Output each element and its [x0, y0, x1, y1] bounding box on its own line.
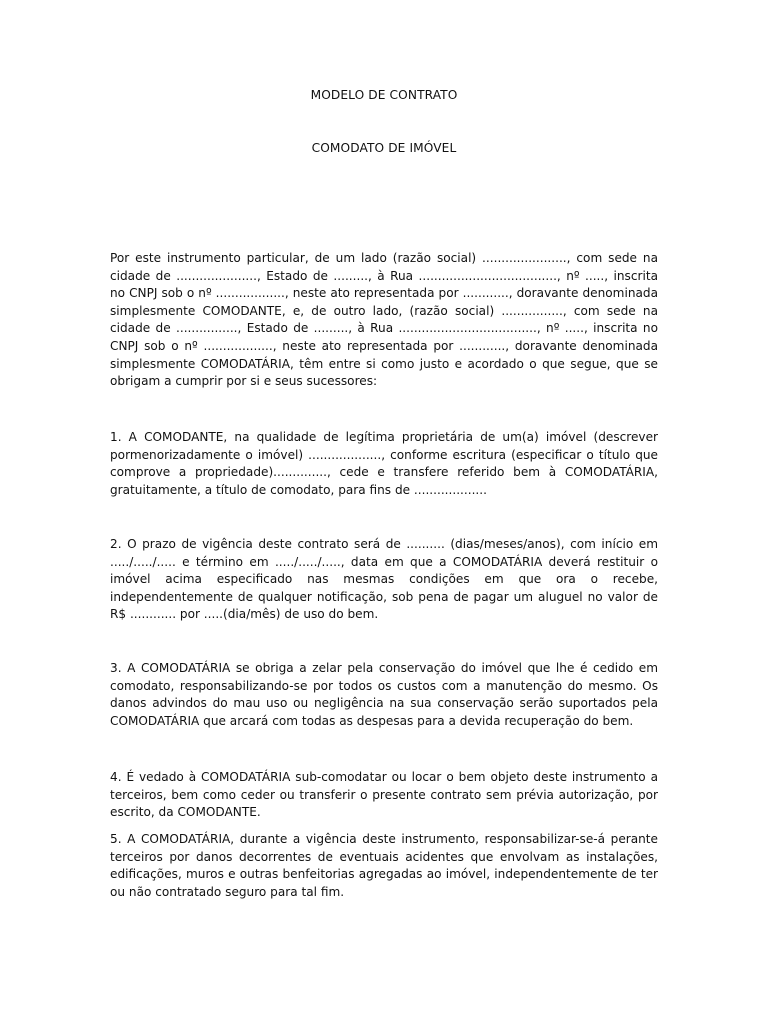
document-subtitle: COMODATO DE IMÓVEL [311, 141, 457, 155]
clause-4: 4. É vedado à COMODATÁRIA sub-comodatar ou locar o bem objeto deste instrumento a terceiros, bem como ceder ou transferir o presente contrato sem prévia autorização, por escrito, da COMODANTE. [110, 770, 658, 820]
clause-2: 2. O prazo de vigência deste contrato será de .......... (dias/meses/anos), com início em ...../...../..... e término em ...../...../....., data em que a COMODATÁRIA deverá restituir o imóvel acima especificado nas mesmas condições em que ora o recebe, independentemente de qualquer notificação, sob pena de pagar um aluguel no valor de R$ ............ por .....(dia/mês) de uso do bem. [110, 537, 658, 622]
document-title: MODELO DE CONTRATO [310, 88, 458, 102]
clause-5: 5. A COMODATÁRIA, durante a vigência deste instrumento, responsabilizar-se-á perante terceiros por danos decorrentes de eventuais acidentes que envolvam as instalações, edificações, muros e outras benfeitorias agregadas ao imóvel, independentemente de ter ou não contratado seguro para tal fim. [110, 832, 658, 899]
clause-3: 3. A COMODATÁRIA se obriga a zelar pela conservação do imóvel que lhe é cedido em comodato, responsabilizando-se por todos os custos com a manutenção do mesmo. Os danos advindos do mau uso ou negligência na sua conservação serão suportados pela COMODATÁRIA que arcará com todas as despesas para a devida recuperação do bem. [110, 661, 658, 728]
intro-paragraph: Por este instrumento particular, de um lado (razão social) ......................, com sede na cidade de ....................., Estado de ........., à Rua ...................................., nº ....., inscrita no CNPJ sob o nº .................., neste ato representada por ............, doravante denominada simplesmente COMODANTE, e, de outro lado, (razão social) ................, com sede na cidade de ................, Estado de ........., à Rua ...................................., nº ....., inscrita no CNPJ sob o nº .................., neste ato representada por ............, doravante denominada simplesmente COMODATÁRIA, têm entre si como justo e acordado o que segue, que se obrigam a cumprir por si e seus sucessores: [110, 251, 658, 389]
clause-1: 1. A COMODANTE, na qualidade de legítima proprietária de um(a) imóvel (descrever pormenorizadamente o imóvel) ..................., conforme escritura (especificar o título que comprove a propriedade).............., cede e transfere referido bem à COMODATÁRIA, gratuitamente, a título de comodato, para fins de ................... [110, 430, 658, 497]
